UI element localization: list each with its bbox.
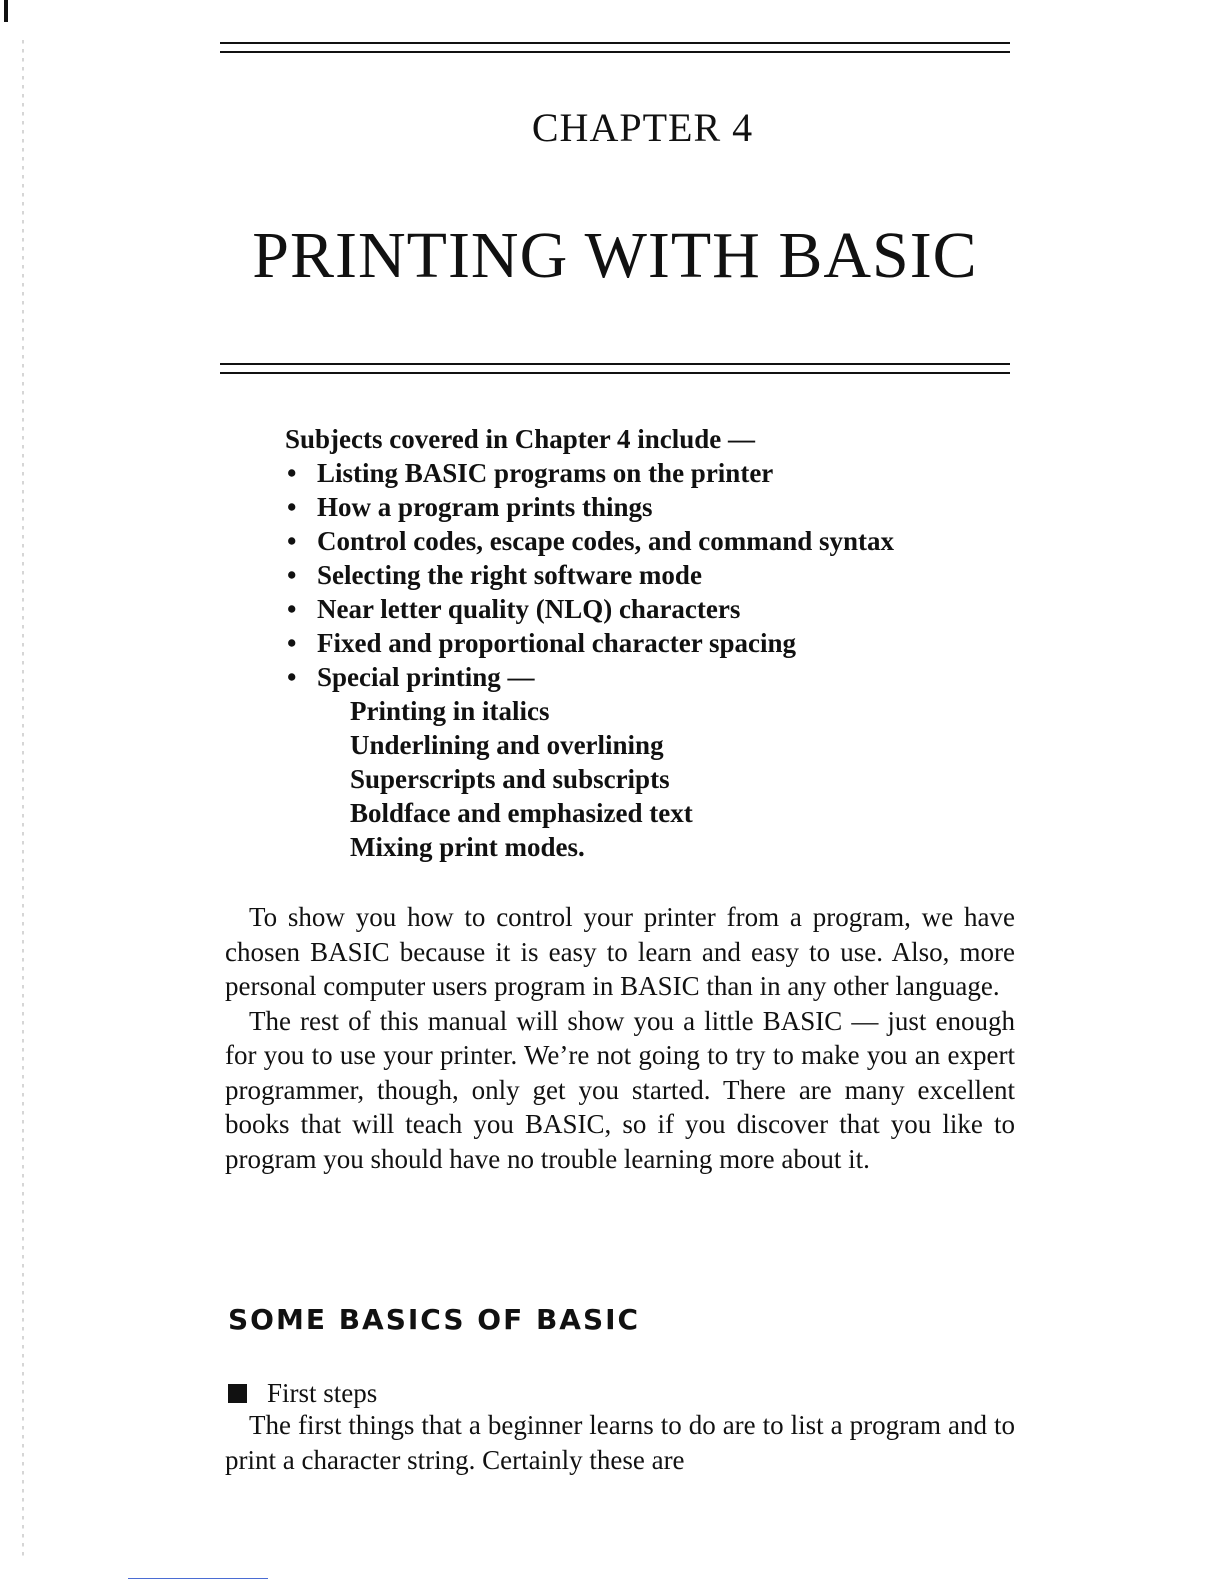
bullet-icon: • <box>287 560 297 590</box>
scan-bottom-mark <box>128 1578 268 1579</box>
subject-item-text: Near letter quality (NLQ) characters <box>317 594 741 624</box>
bullet-icon: • <box>287 526 297 556</box>
section-paragraph: The first things that a beginner learns to do are to list a program and to print a character string. Certainly these are <box>225 1410 1015 1475</box>
subject-item <box>285 592 894 626</box>
subject-item <box>285 660 894 694</box>
subject-item-text: Fixed and proportional character spacing <box>317 628 797 658</box>
subject-item <box>285 490 894 524</box>
subject-item <box>285 456 894 490</box>
body-paragraph-1: To show you how to control your printer from a program, we have chosen BASIC because it is easy to learn and easy to use. Also, more personal computer users program in BASIC than in any other language. <box>225 902 1015 1001</box>
scan-edge-dots <box>22 40 24 1560</box>
subject-item-text: How a program prints things <box>317 492 653 522</box>
subject-item-text: Special printing — <box>317 662 535 692</box>
bullet-icon: • <box>287 594 297 624</box>
special-printing-subitem: Printing in italics <box>350 696 550 726</box>
intro-body <box>225 900 1015 1176</box>
subjects-covered <box>285 422 894 864</box>
special-printing-subitem: Superscripts and subscripts <box>350 764 670 794</box>
subject-item-text: Control codes, escape codes, and command syntax <box>317 526 895 556</box>
bullet-icon: • <box>287 662 297 692</box>
subject-item-text: Selecting the right software mode <box>317 560 702 590</box>
bullet-icon: • <box>287 458 297 488</box>
subhead-first-steps <box>228 1376 377 1410</box>
special-printing-subitem: Boldface and emphasized text <box>350 798 693 828</box>
subjects-intro: Subjects covered in Chapter 4 include — <box>285 424 756 454</box>
subject-item-text: Listing BASIC programs on the printer <box>317 458 774 488</box>
subhead-text: First steps <box>267 1378 378 1408</box>
body-paragraph-2: The rest of this manual will show you a little BASIC — just enough for you to use your printer. We’re not going to try to make you an expert programmer, though, only get you started. There are many excellent books that will teach you BASIC, so if you discover that you like to program you should have no trouble learning more about it. <box>225 1005 1015 1174</box>
subject-item <box>285 524 894 558</box>
special-printing-subitem: Underlining and overlining <box>350 730 664 760</box>
subject-item <box>285 558 894 592</box>
subjects-list <box>285 456 894 694</box>
special-printing-subitem: Mixing print modes. <box>350 832 585 862</box>
top-double-rule <box>220 42 1010 54</box>
bullet-icon: • <box>287 492 297 522</box>
chapter-number-text: CHAPTER 4 <box>531 105 754 150</box>
filled-square-icon <box>228 1384 247 1403</box>
chapter-title: PRINTING WITH BASIC <box>252 219 978 292</box>
section-heading: SOME BASICS OF BASIC <box>228 1303 641 1336</box>
section-body <box>225 1408 1015 1477</box>
scan-edge-mark <box>4 0 8 22</box>
chapter-number <box>0 104 1225 151</box>
bullet-icon: • <box>287 628 297 658</box>
middle-double-rule <box>220 363 1010 375</box>
subject-item <box>285 626 894 660</box>
